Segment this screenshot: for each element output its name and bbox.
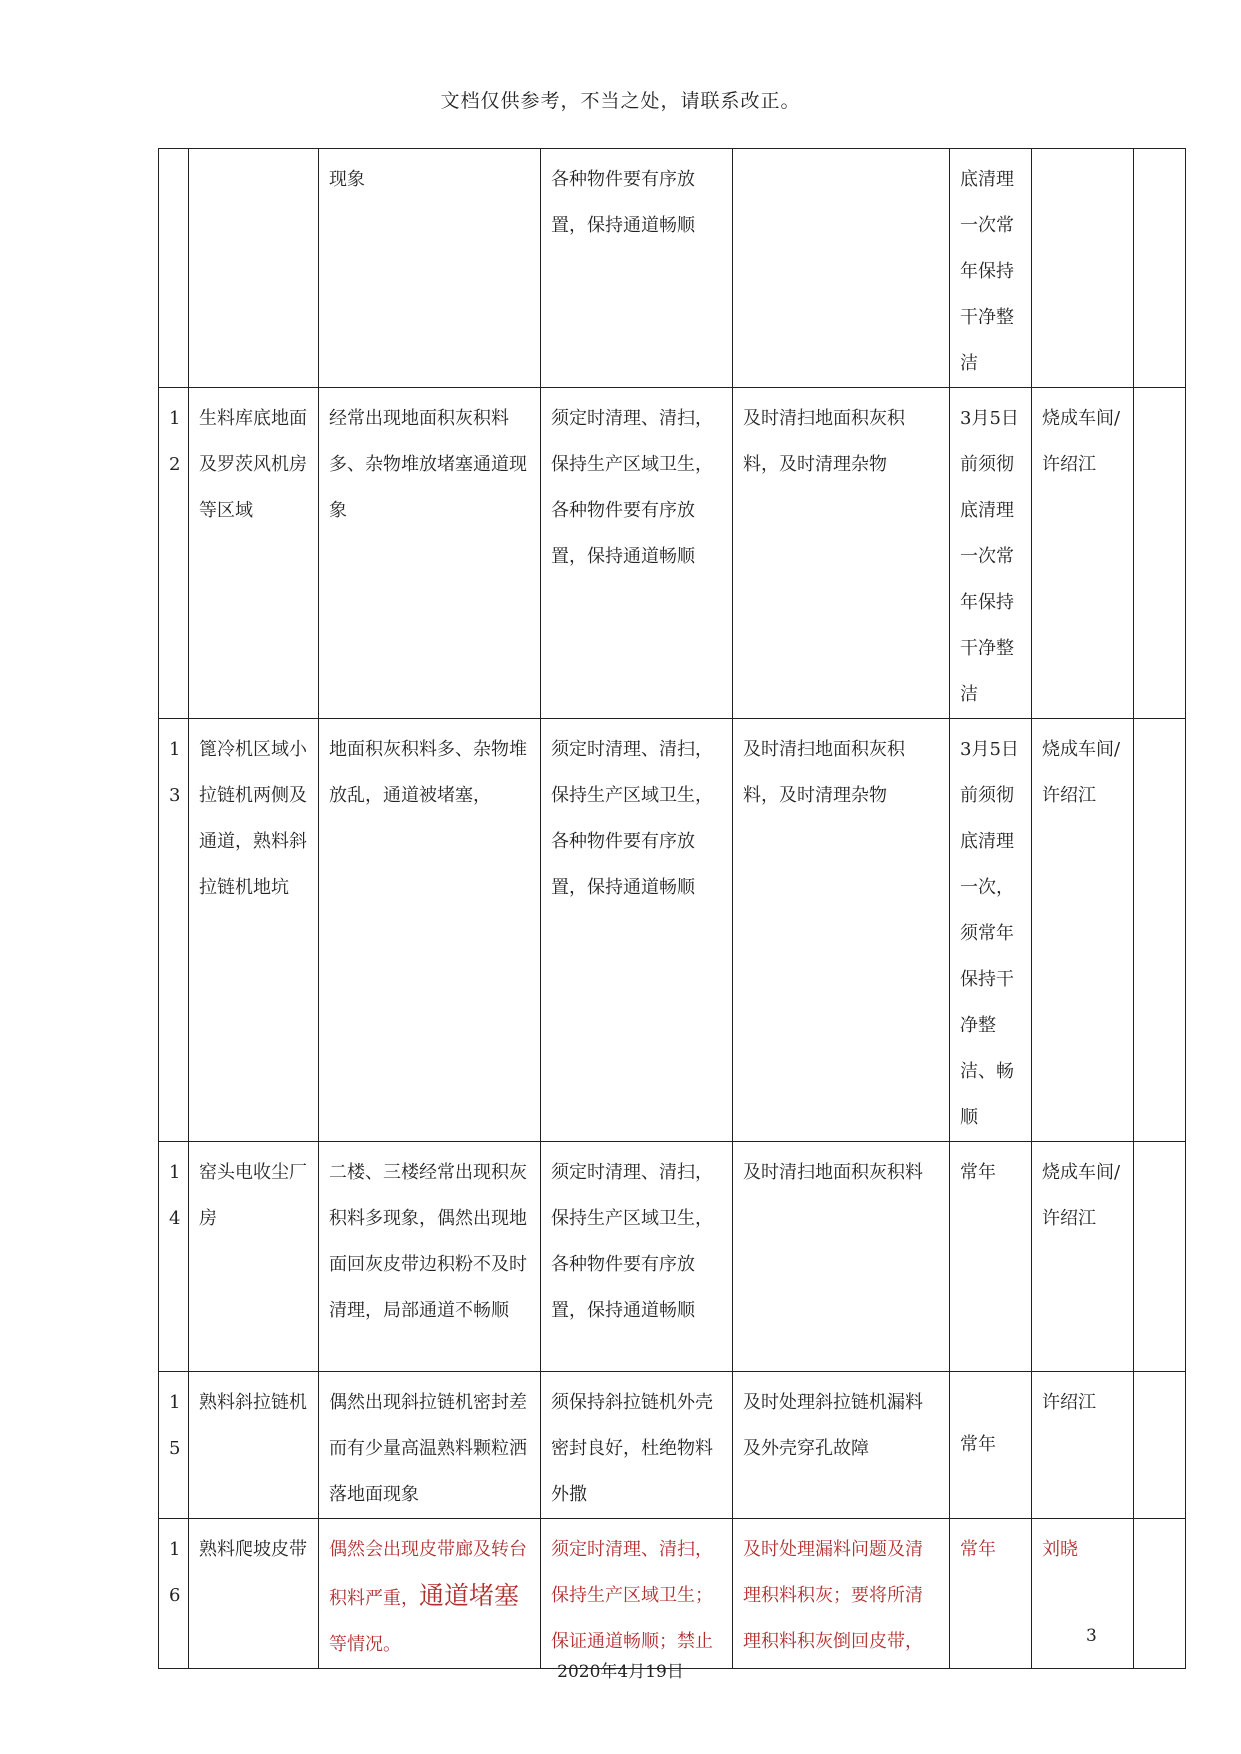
measure-cell: 及时清扫地面积灰积料，及时清理杂物 bbox=[733, 719, 950, 1142]
deadline-cell: 常年 bbox=[950, 1142, 1032, 1372]
owner-cell: 许绍江 bbox=[1032, 1372, 1134, 1519]
remark-cell bbox=[1134, 388, 1186, 719]
table-row bbox=[159, 1519, 1186, 1669]
remark-cell bbox=[1134, 1142, 1186, 1372]
table-row bbox=[159, 1142, 1186, 1372]
requirement-cell: 须保持斜拉链机外壳密封良好，杜绝物料外撒 bbox=[541, 1372, 733, 1519]
row-number: 13 bbox=[159, 719, 189, 1142]
area-cell: 篦冷机区域小拉链机两侧及通道，熟料斜拉链机地坑 bbox=[189, 719, 319, 1142]
problem-text-end: 等情况。 bbox=[329, 1634, 401, 1655]
footer-date: 2020年4月19日 bbox=[557, 1662, 684, 1682]
problem-cell: 经常出现地面积灰积料多、杂物堆放堵塞通道现象 bbox=[319, 388, 541, 719]
requirement-cell: 须定时清理、清扫，保持生产区域卫生，各种物件要有序放置，保持通道畅顺 bbox=[541, 388, 733, 719]
deadline-cell: 常年 bbox=[950, 1519, 1032, 1669]
requirement-cell: 须定时清理、清扫，保持生产区域卫生，各种物件要有序放置，保持通道畅顺 bbox=[541, 1142, 733, 1372]
row-number: 15 bbox=[159, 1372, 189, 1519]
problem-cell bbox=[319, 1519, 541, 1669]
owner-cell: 刘晓 bbox=[1032, 1519, 1134, 1669]
problem-cell: 偶然出现斜拉链机密封差而有少量高温熟料颗粒洒落地面现象 bbox=[319, 1372, 541, 1519]
row-number: 16 bbox=[159, 1519, 189, 1669]
area-cell bbox=[189, 149, 319, 388]
area-cell: 窑头电收尘厂房 bbox=[189, 1142, 319, 1372]
remark-cell bbox=[1134, 1372, 1186, 1519]
measure-cell: 及时处理斜拉链机漏料及外壳穿孔故障 bbox=[733, 1372, 950, 1519]
problem-cell: 现象 bbox=[319, 149, 541, 388]
requirement-cell: 须定时清理、清扫，保持生产区域卫生；保证通道畅顺；禁止 bbox=[541, 1519, 733, 1669]
table-row bbox=[159, 388, 1186, 719]
table-row bbox=[159, 1372, 1186, 1519]
row-number: 12 bbox=[159, 388, 189, 719]
measure-cell: 及时处理漏料问题及清理积料积灰；要将所清理积料积灰倒回皮带， bbox=[733, 1519, 950, 1669]
area-cell: 熟料爬坡皮带 bbox=[189, 1519, 319, 1669]
measure-cell: 及时清扫地面积灰积料，及时清理杂物 bbox=[733, 388, 950, 719]
remark-cell bbox=[1134, 719, 1186, 1142]
problem-emphasis: 通道堵塞 bbox=[419, 1581, 520, 1610]
deadline-cell: 底清理一次常年保持干净整洁 bbox=[950, 149, 1032, 388]
problem-cell: 地面积灰积料多、杂物堆放乱，通道被堵塞， bbox=[319, 719, 541, 1142]
measure-cell bbox=[733, 149, 950, 388]
remark-cell bbox=[1134, 149, 1186, 388]
problem-text: 偶然会出现皮带廊及转台积料严重， bbox=[329, 1539, 527, 1609]
measure-cell: 及时清扫地面积灰积料 bbox=[733, 1142, 950, 1372]
remark-cell bbox=[1134, 1519, 1186, 1669]
area-cell: 生料库底地面及罗茨风机房等区域 bbox=[189, 388, 319, 719]
owner-cell: 烧成车间/许绍江 bbox=[1032, 388, 1134, 719]
inspection-table bbox=[158, 148, 1186, 1669]
header-note: 文档仅供参考，不当之处，请联系改正。 bbox=[440, 90, 801, 112]
row-number bbox=[159, 149, 189, 388]
area-cell: 熟料斜拉链机 bbox=[189, 1372, 319, 1519]
owner-cell: 烧成车间/许绍江 bbox=[1032, 719, 1134, 1142]
deadline-cell: 常年 bbox=[950, 1372, 1032, 1519]
deadline-cell: 3月5日前须彻底清理一次常年保持干净整洁 bbox=[950, 388, 1032, 719]
table-row bbox=[159, 149, 1186, 388]
requirement-cell: 各种物件要有序放置，保持通道畅顺 bbox=[541, 149, 733, 388]
page-number: 3 bbox=[1086, 1626, 1097, 1646]
problem-cell: 二楼、三楼经常出现积灰积料多现象，偶然出现地面回灰皮带边积粉不及时清理，局部通道不畅顺 bbox=[319, 1142, 541, 1372]
owner-cell: 烧成车间/许绍江 bbox=[1032, 1142, 1134, 1372]
requirement-cell: 须定时清理、清扫，保持生产区域卫生，各种物件要有序放置，保持通道畅顺 bbox=[541, 719, 733, 1142]
table-row bbox=[159, 719, 1186, 1142]
owner-cell bbox=[1032, 149, 1134, 388]
row-number: 14 bbox=[159, 1142, 189, 1372]
deadline-cell: 3月5日前须彻底清理一次，须常年保持干净整洁、畅顺 bbox=[950, 719, 1032, 1142]
